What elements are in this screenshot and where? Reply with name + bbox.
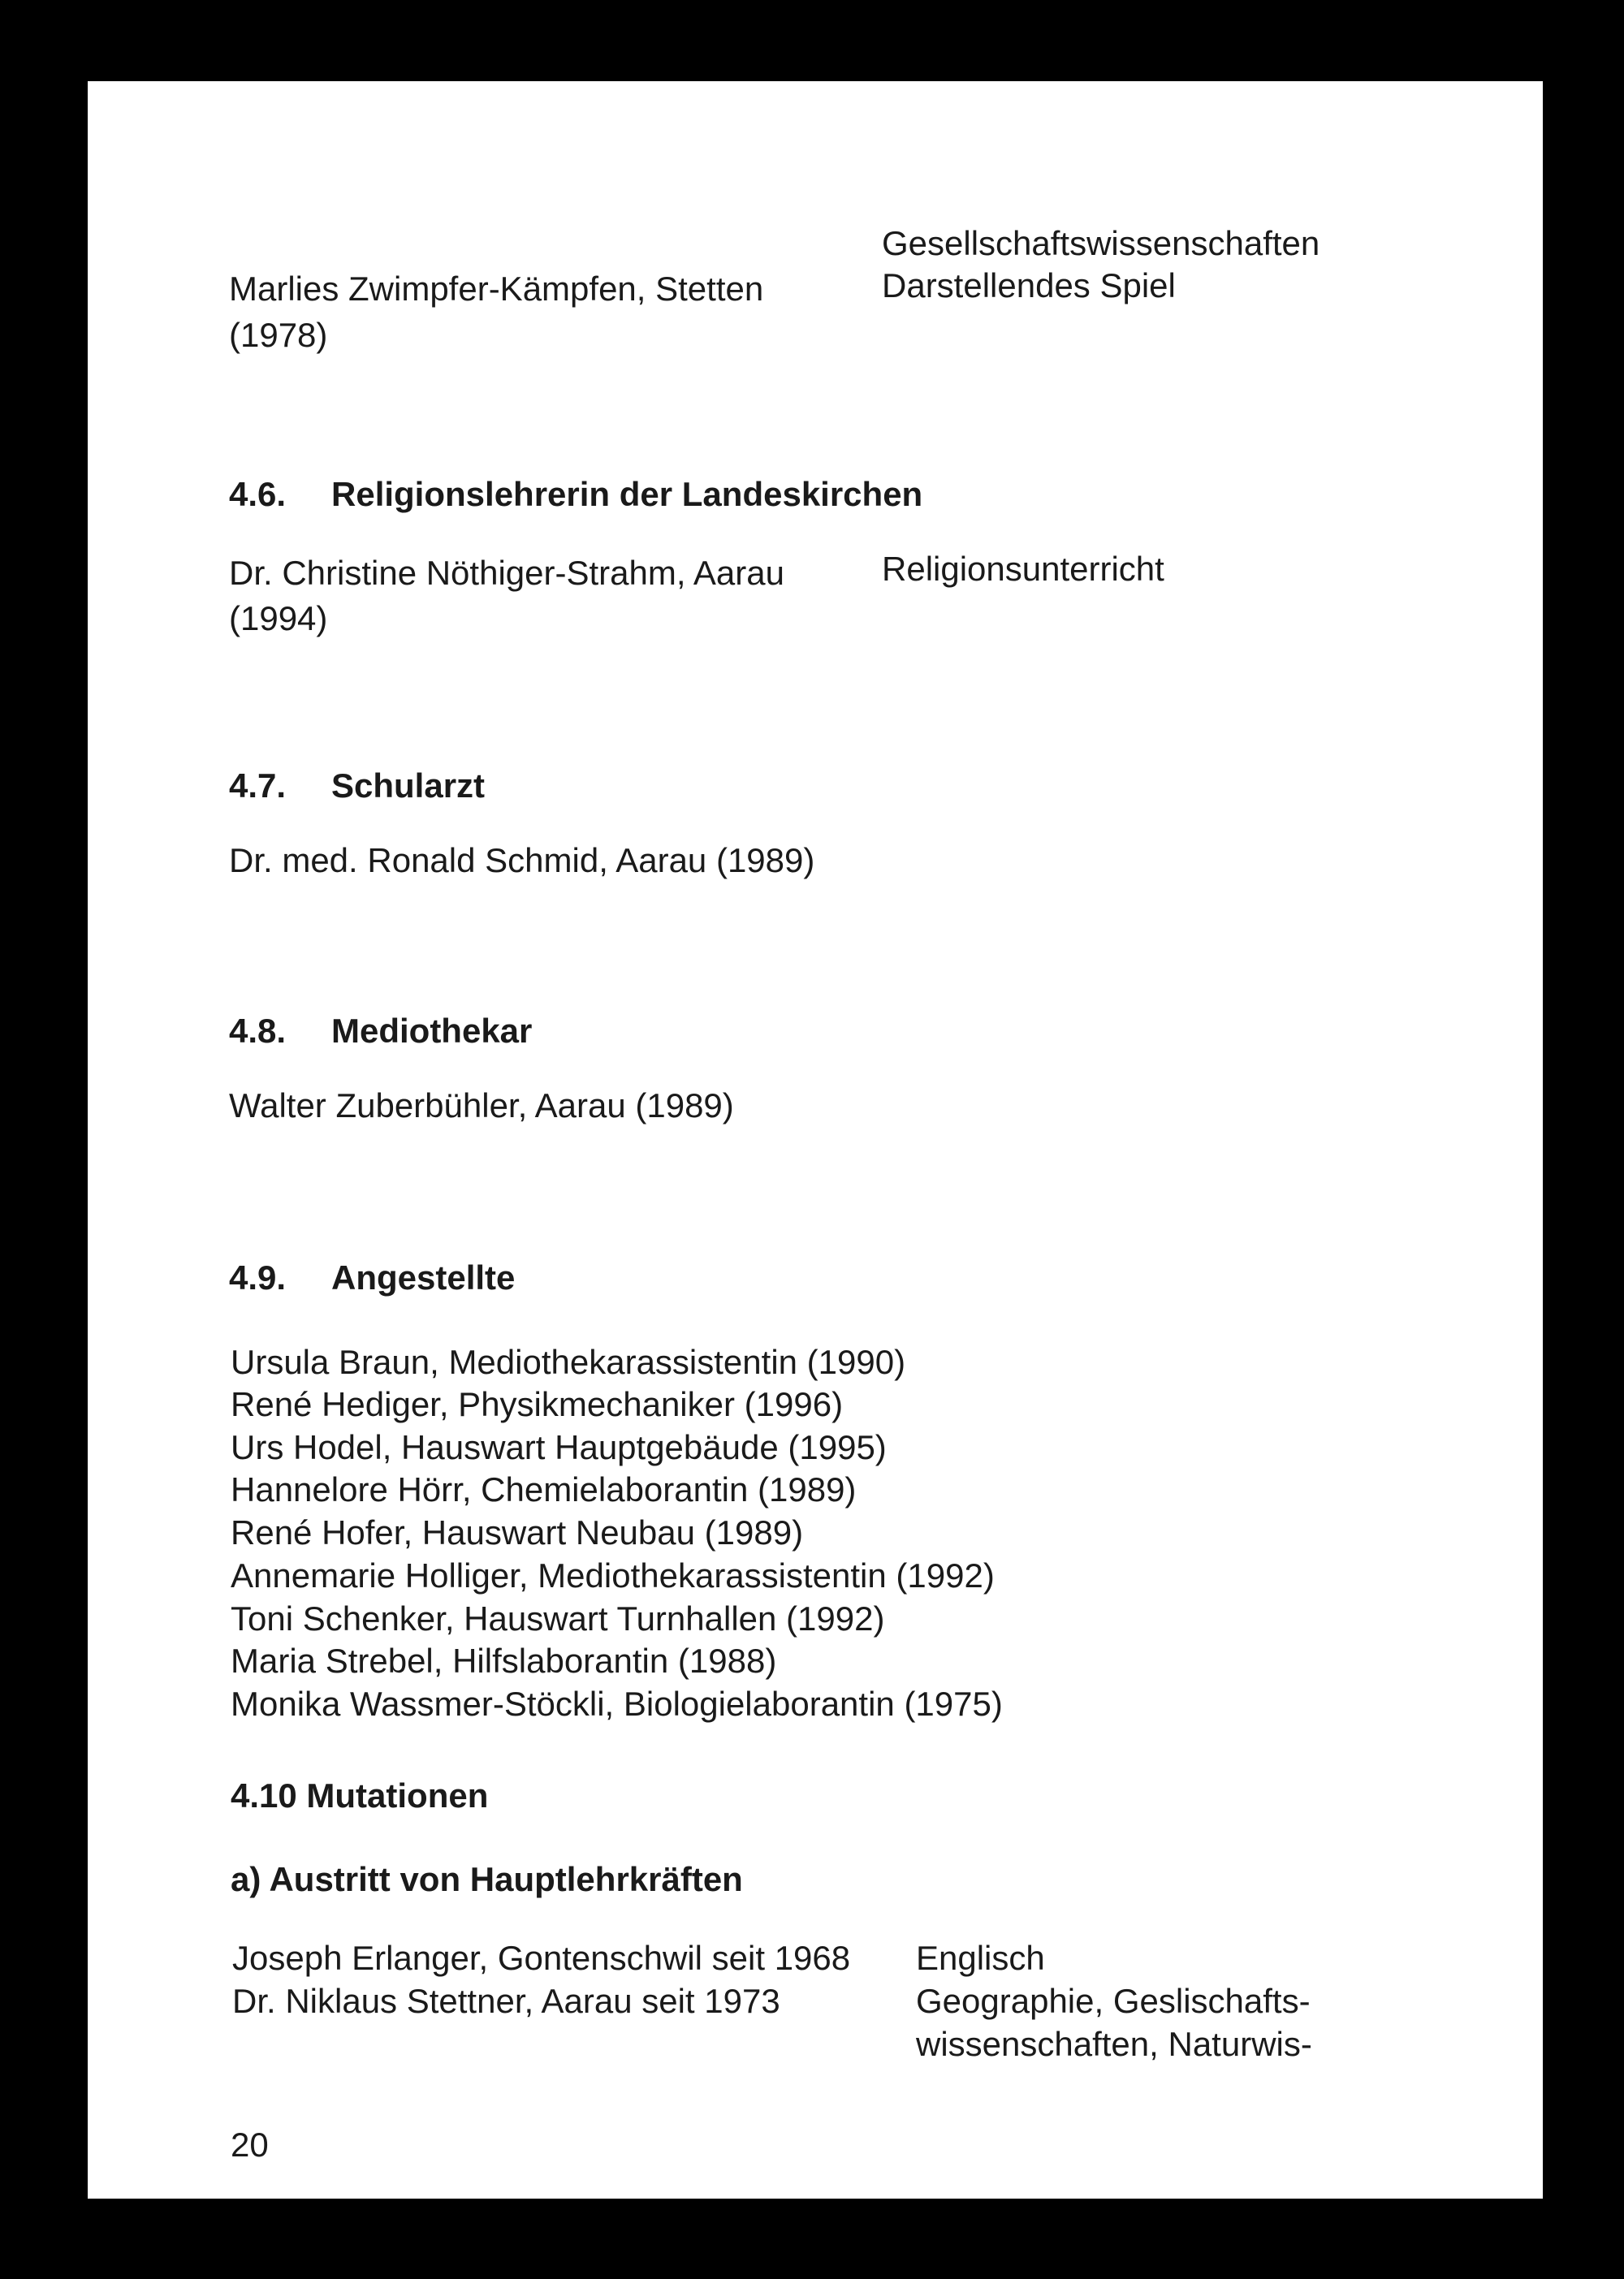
staff-item: René Hediger, Physikmechaniker (1996) xyxy=(231,1385,844,1423)
page-number: 20 xyxy=(231,2126,269,2164)
departure-subject: Geographie, Geslischafts- xyxy=(916,1982,1311,2020)
section-title-4-6: Religionslehrerin der Landeskirchen xyxy=(331,475,923,513)
departure-subject: Englisch xyxy=(916,1939,1045,1977)
departure-name: Joseph Erlanger, Gontenschwil seit 1968 xyxy=(232,1939,851,1977)
subject-line-1: Gesellschaftswissenschaften xyxy=(882,224,1320,262)
staff-item: Toni Schenker, Hauswart Turnhallen (1992) xyxy=(231,1599,885,1638)
section-title-4-9: Angestellte xyxy=(331,1258,516,1297)
staff-item: Annemarie Holliger, Mediothekarassistentin (1992) xyxy=(231,1556,995,1595)
staff-item: Ursula Braun, Mediothekarassistentin (1990) xyxy=(231,1343,906,1381)
staff-item: Monika Wassmer-Stöckli, Biologielaborantin (1975) xyxy=(231,1685,1003,1723)
teacher-year: (1978) xyxy=(229,316,328,354)
mediothekar-name: Walter Zuberbühler, Aarau (1989) xyxy=(229,1086,734,1124)
subject-line-2: Darstellendes Spiel xyxy=(882,266,1176,304)
section-title-4-10: 4.10 Mutationen xyxy=(231,1776,489,1815)
section-title-4-8: Mediothekar xyxy=(331,1012,533,1050)
religion-subject: Religionsunterricht xyxy=(882,550,1164,588)
religion-teacher-year: (1994) xyxy=(229,599,328,637)
section-title-4-7: Schularzt xyxy=(331,766,486,805)
staff-item: Maria Strebel, Hilfslaborantin (1988) xyxy=(231,1642,777,1680)
subsection-title-departures: a) Austritt von Hauptlehrkräften xyxy=(231,1860,743,1898)
teacher-name: Marlies Zwimpfer-Kämpfen, Stetten xyxy=(229,270,764,308)
section-number-4-6: 4.6. xyxy=(229,475,287,513)
staff-item: René Hofer, Hauswart Neubau (1989) xyxy=(231,1513,804,1552)
document-page xyxy=(88,81,1543,2199)
section-number-4-7: 4.7. xyxy=(229,766,287,805)
school-doctor: Dr. med. Ronald Schmid, Aarau (1989) xyxy=(229,841,815,879)
departure-name: Dr. Niklaus Stettner, Aarau seit 1973 xyxy=(232,1982,780,2020)
departure-subject-continued: wissenschaften, Naturwis- xyxy=(916,2025,1312,2063)
section-number-4-8: 4.8. xyxy=(229,1012,287,1050)
staff-item: Hannelore Hörr, Chemielaborantin (1989) xyxy=(231,1470,857,1509)
staff-item: Urs Hodel, Hauswart Hauptgebäude (1995) xyxy=(231,1428,887,1466)
section-number-4-9: 4.9. xyxy=(229,1258,287,1297)
religion-teacher-name: Dr. Christine Nöthiger-Strahm, Aarau xyxy=(229,554,784,592)
